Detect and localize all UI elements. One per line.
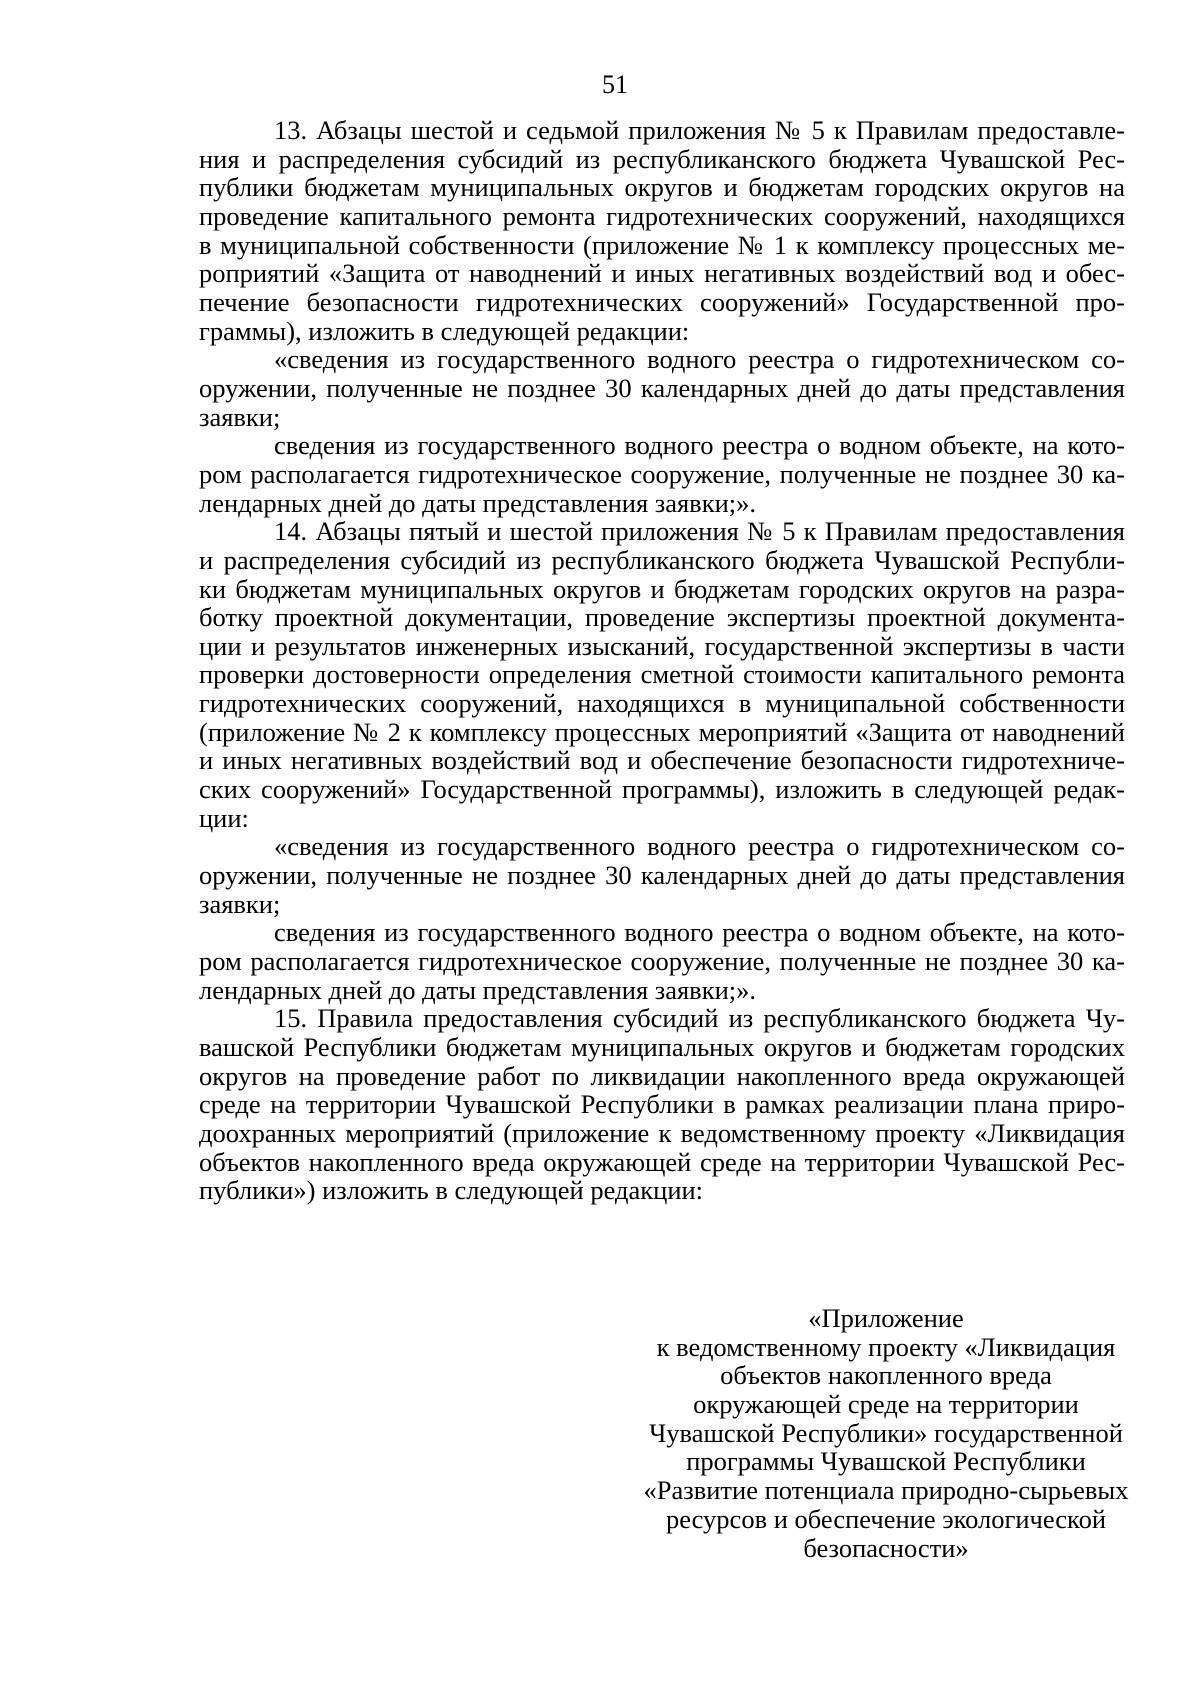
appendix-line: объектов накопленного вреда — [720, 1360, 1052, 1391]
paragraph-14-line: (приложение № 2 к комплексу процессных мероприятий «Защита от наводнений — [199, 716, 1125, 747]
quote-2-line: ром располагается гидротехническое сооружение, полученные не позднее 30 ка- — [199, 458, 1125, 489]
paragraph-13-line: ния и распределения субсидий из республиканского бюджета Чувашской Рес- — [199, 143, 1125, 174]
appendix-line: «Приложение — [808, 1303, 964, 1333]
paragraph-14-line: и иных негативных воздействий вод и обеспечение безопасности гидротехниче- — [199, 745, 1125, 776]
paragraph-15-line: 15. Правила предоставления субсидий из республиканского бюджета Чу- — [274, 1003, 1125, 1034]
appendix-line: программы Чувашской Республики — [686, 1446, 1086, 1477]
paragraph-15-line: вашской Республики бюджетам муниципальных округов и бюджетам городских — [199, 1032, 1125, 1062]
paragraph-14-line: ции и результатов инженерных изысканий, государственной экспертизы в части — [199, 630, 1125, 661]
paragraph-14-line: и распределения субсидий из республиканского бюджета Чувашской Республи- — [199, 544, 1125, 575]
quote-1-line: «сведения из государственного водного реестра о гидротехническом со- — [274, 344, 1125, 375]
paragraph-15-line: публики») изложить в следующей редакции: — [199, 1175, 704, 1206]
appendix-line: ресурсов и обеспечение экологической — [665, 1503, 1107, 1534]
paragraph-14-line: 14. Абзацы пятый и шестой приложения № 5 к Правилам предоставления — [274, 516, 1125, 547]
paragraph-14-line: ботку проектной документации, проведение экспертизы проектной документа- — [199, 602, 1125, 633]
quote-1-line: оружении, полученные не позднее 30 календарных дней до даты представления — [199, 372, 1125, 403]
quote-2-line: лендарных дней до даты представления заявки;». — [199, 487, 756, 518]
paragraph-15-line: объектов накопленного вреда окружающей среде на территории Чувашской Рес- — [199, 1146, 1125, 1177]
paragraph-15-line: округов на проведение работ по ликвидации накопленного вреда окружающей — [199, 1060, 1125, 1091]
appendix-line: Чувашской Республики» государственной — [649, 1417, 1123, 1448]
paragraph-14-line: ки бюджетам муниципальных округов и бюджетам городских округов на разра- — [199, 573, 1125, 604]
quote-4-line: ром располагается гидротехническое сооружение, полученные не позднее 30 ка- — [199, 946, 1125, 977]
appendix-line: «Развитие потенциала природно-сырьевых — [643, 1475, 1129, 1506]
paragraph-15-line: среде на территории Чувашской Республики в рамках реализации плана приро- — [199, 1089, 1125, 1120]
paragraph-14-line: проверки достоверности определения сметной стоимости капитального ремонта — [199, 659, 1125, 690]
paragraph-13-line: в муниципальной собственности (приложение № 1 к комплексу процессных ме- — [199, 229, 1125, 260]
paragraph-13-line: публики бюджетам муниципальных округов и бюджетам городских округов на — [199, 172, 1125, 203]
paragraph-13-line: роприятий «Защита от наводнений и иных негативных воздействий вод и обес- — [199, 258, 1125, 289]
paragraph-13-line: 13. Абзацы шестой и седьмой приложения № 5 к Правилам предоставле- — [274, 115, 1125, 145]
paragraph-13-line: проведение капитального ремонта гидротехнических сооружений, находящихся — [199, 200, 1125, 231]
appendix-heading — [630, 1304, 1142, 1562]
paragraph-14-line: гидротехнических сооружений, находящихся в муниципальной собственности — [199, 688, 1125, 719]
quote-4-line: лендарных дней до даты представления заявки;». — [199, 974, 756, 1005]
appendix-line: безопасности» — [803, 1532, 969, 1563]
quote-4-line: сведения из государственного водного реестра о водном объекте, на кото- — [274, 917, 1125, 948]
body-text — [199, 116, 1125, 1205]
paragraph-14-line: ских сооружений» Государственной программы), изложить в следующей редак- — [199, 774, 1125, 805]
quote-1-line: заявки; — [199, 401, 281, 432]
paragraph-13-line: печение безопасности гидротехнических сооружений» Государственной про- — [199, 286, 1125, 317]
appendix-line: к ведомственному проекту «Ликвидация — [656, 1331, 1116, 1362]
page-number: 51 — [602, 70, 628, 99]
quote-2-line: сведения из государственного водного реестра о водном объекте, на кото- — [274, 430, 1125, 461]
paragraph-15-line: доохранных мероприятий (приложение к ведомственному проекту «Ликвидация — [199, 1117, 1125, 1148]
paragraph-14-line: ции: — [199, 802, 249, 833]
paragraph-13-line: граммы), изложить в следующей редакции: — [199, 315, 690, 346]
appendix-line: окружающей среде на территории — [693, 1389, 1079, 1420]
quote-3-line: оружении, полученные не позднее 30 календарных дней до даты представления — [199, 860, 1125, 891]
quote-3-line: «сведения из государственного водного реестра о гидротехническом со- — [274, 831, 1125, 862]
quote-3-line: заявки; — [199, 888, 281, 919]
